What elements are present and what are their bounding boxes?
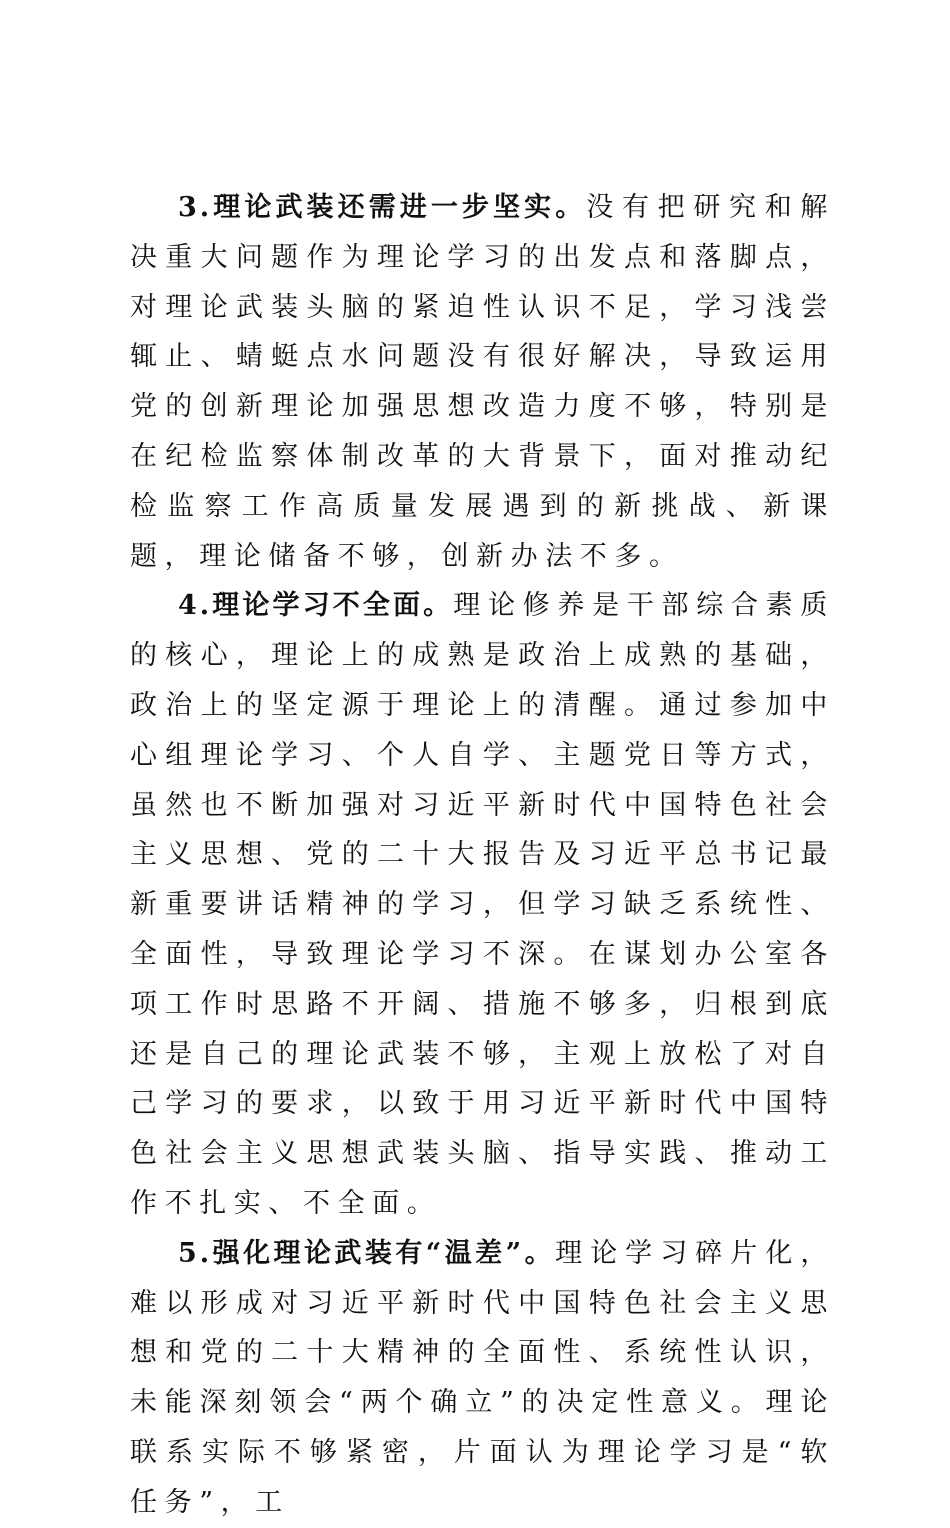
paragraph-heading: 3.理论武装还需进一步坚实。 xyxy=(178,192,587,223)
paragraph-heading: 4.理论学习不全面。 xyxy=(178,590,454,622)
paragraph-4 xyxy=(130,581,835,1228)
paragraph-5 xyxy=(130,1229,835,1528)
paragraph-body: 理论修养是干部综合素质的核心，理论上的成熟是政治上成熟的基础，政治上的坚定源于理论上的清醒。通过参加中心组理论学习、个人自学、主题党日等方式，虽然也不断加强对习近平新时代中国特色社会主义思想、党的二十大报告及习近平总书记最新重要讲话精神的学习，但学习缺乏系统性、全面性，导致理论学习不深。在谋划办公室各项工作时思路不开阔、措施不够多，归根到底还是自己的理论武装不够，主观上放松了对自己学习的要求，以致于用习近平新时代中国特色社会主义思想武装头脑、指导实践、推动工作不扎实、不全面。 xyxy=(130,590,835,1219)
paragraph-body: 理论学习碎片化，难以形成对习近平新时代中国特色社会主义思想和党的二十大精神的全面性、系统性认识，未能深刻领会“两个确立”的决定性意义。理论联系实际不够紧密，片面认为理论学习是“软任务”，工 xyxy=(130,1237,835,1518)
paragraph-heading: 5.强化理论武装有“温差”。 xyxy=(178,1237,556,1269)
paragraph-3 xyxy=(130,183,835,581)
document-page xyxy=(130,183,835,1528)
paragraph-body: 没有把研究和解决重大问题作为理论学习的出发点和落脚点，对理论武装头脑的紧迫性认识不足，学习浅尝辄止、蜻蜓点水问题没有很好解决，导致运用党的创新理论加强思想改造力度不够，特别是在纪检监察体制改革的大背景下，面对推动纪检监察工作高质量发展遇到的新挑战、新课题，理论储备不够，创新办法不多。 xyxy=(130,192,836,572)
